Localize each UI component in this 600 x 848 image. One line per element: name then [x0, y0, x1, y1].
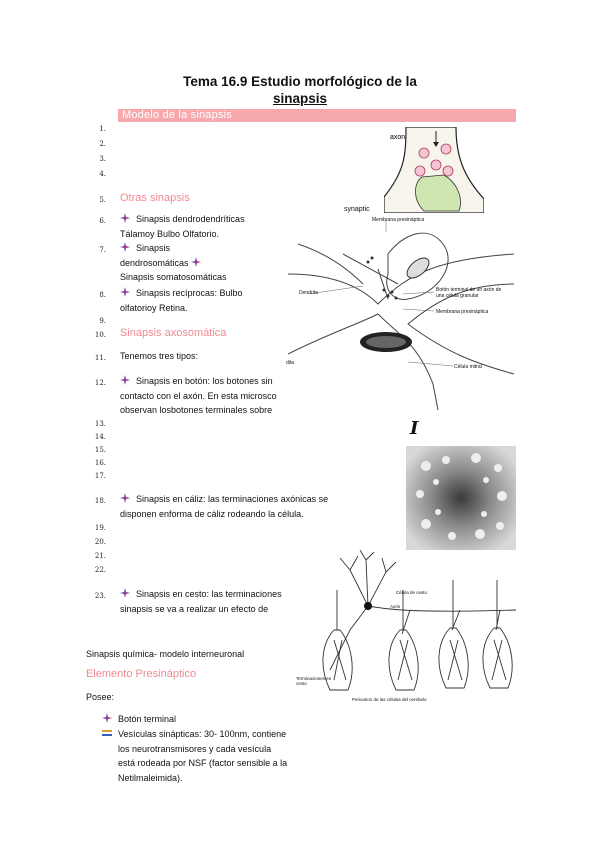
list-number: 23.	[94, 592, 106, 600]
boton-terminal-label: Botón terminal de un axón de una célula granular	[436, 287, 502, 299]
list-number: 21.	[94, 552, 106, 560]
bullet-icon	[191, 257, 201, 267]
tres-tipos-text: Tenemos tres tipos:	[120, 351, 199, 361]
membrana-presinaptica-label: Membrana presináptica	[372, 217, 425, 223]
list-item: Vesículas sinápticas: 30- 100nm, contiene los neurotransmisores y cada vesícula está rodeada por NSF (factor sensible a la Netilmaleimida).	[102, 727, 287, 785]
section-modelo-bar	[118, 109, 516, 122]
list-number: 13.	[94, 420, 106, 428]
list-item: Sinapsis dendrodendríticas Tálamoy Bulbo Olfatorio.	[120, 214, 245, 239]
list-number: 6.	[99, 217, 106, 225]
list-number: 1.	[99, 125, 106, 133]
membrana-presinaptica-label-2: Membrana presináptica	[436, 309, 489, 315]
bullet-icon	[120, 213, 130, 223]
page-title: Tema 16.9 Estudio morfológico de la	[183, 74, 417, 89]
list-number: 16.	[94, 459, 106, 467]
terminaciones-label: Terminaciones en cesto	[296, 676, 332, 686]
list-number: 2.	[99, 140, 106, 148]
figure-mark: I	[410, 418, 419, 439]
list-number: 7.	[99, 246, 106, 254]
bullet-icon	[102, 713, 112, 723]
list-number: 5.	[99, 196, 106, 204]
quimica-text: Sinapsis química- modelo interneuronal	[86, 649, 245, 659]
list-number: 15.	[94, 446, 106, 454]
list-item: Sinapsis en cesto: las terminaciones sinapsis se va a realizar un efecto de	[120, 589, 282, 614]
list-number: 17.	[94, 472, 106, 480]
list-number: 9.	[99, 317, 106, 325]
bullet-icon	[120, 493, 130, 503]
list-number: 22.	[94, 566, 106, 574]
calyx-micrograph	[406, 446, 516, 550]
page-title-line2: sinapsis	[272, 91, 328, 106]
list-number: 19.	[94, 524, 106, 532]
list-number: 14.	[94, 433, 106, 441]
posee-text: Posee:	[86, 692, 115, 702]
list-number: 3.	[99, 155, 106, 163]
dendrita-label: Dendrita	[299, 290, 318, 296]
bullet-icon	[120, 588, 130, 598]
bullet-icon	[120, 375, 130, 385]
list-number: 12.	[94, 379, 106, 387]
celula-mitral-label: Célula mitral	[454, 364, 482, 370]
axon-synapse-figure	[384, 127, 484, 213]
list-number: 11.	[94, 354, 106, 362]
axon-label: axon	[390, 134, 406, 141]
list-item: Sinapsis en cáliz: las terminaciones axónicas se disponen enforma de cáliz rodeando la célula.	[120, 494, 329, 519]
list-number: 20.	[94, 538, 106, 546]
synaptic-label: synaptic	[344, 206, 370, 213]
list-item: Botón terminal	[102, 712, 176, 727]
list-item: Sinapsis recíprocas: Bulbo olfatorioy Retina.	[120, 288, 243, 313]
arrow-bullet-icon	[102, 728, 112, 738]
section-otras: Otras sinapsis	[120, 192, 190, 204]
section-axosomatica: Sinapsis axosomática	[120, 327, 227, 339]
list-item: Sinapsis dendrosomáticas Sinapsis somatosomáticas	[120, 243, 227, 282]
section-presinaptico: Elemento Presináptico	[86, 668, 197, 680]
list-number: 4.	[99, 170, 106, 178]
section-modelo-label: Modelo de la sinapsis	[122, 109, 232, 121]
celula-cesto-label: Célula de cesto	[396, 590, 428, 595]
list-item: Sinapsis en botón: los botones sin contacto con el axón. En esta microsco observan losbotones terminales sobre	[120, 376, 277, 415]
bullet-icon	[120, 242, 130, 252]
list-number: 8.	[99, 291, 106, 299]
bullet-icon	[120, 287, 130, 297]
axon-label-2: Axón	[390, 604, 401, 609]
dita-label: dita	[286, 360, 295, 366]
list-number: 10.	[94, 331, 106, 339]
list-number: 18.	[94, 497, 106, 505]
purkinje-label: Pericarion de las células del cerebelo	[352, 697, 427, 702]
